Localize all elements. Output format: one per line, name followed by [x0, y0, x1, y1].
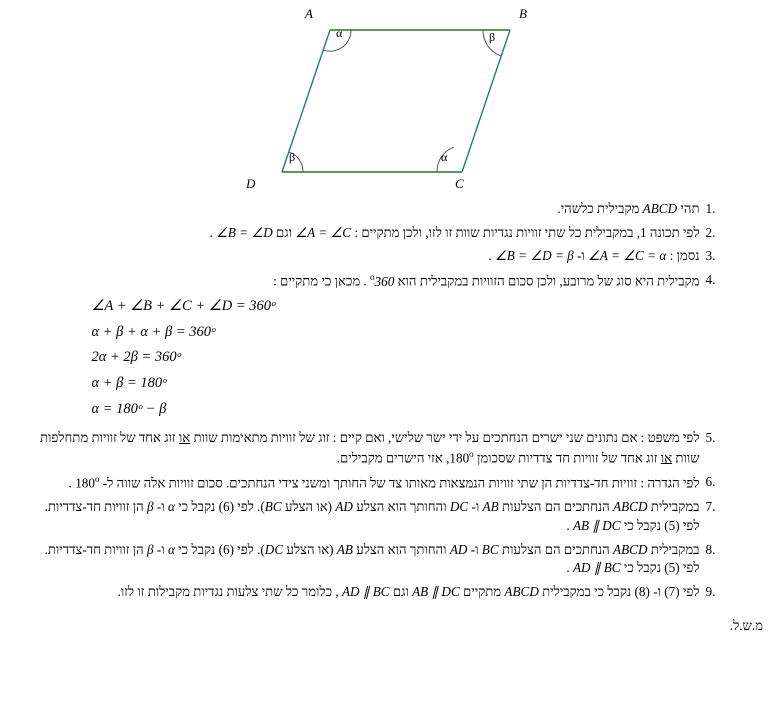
proof-item-number: 6. — [705, 474, 716, 490]
proof-item — [32, 429, 732, 468]
proof-item-text: במקבילית ABCD הנחתכים הם הצלעות AB ו- DC והחותך הוא הצלע AD (או הצלע BC). לפי (6) נקבל כי α ו- β הן זוויות חד-צדדיות. לפי (5) נקבל כי AB ∥ DC . — [44, 499, 700, 533]
proof-item-text: לפי תכונה 1, במקבילית כל שתי זוויות נגדיות שוות זו לזו, ולכן מתקיים : ∠A = ∠C וגם ∠B = ∠D . — [209, 224, 700, 240]
angle-label-A: α — [336, 26, 343, 40]
proof-item-text: נסמן : ∠A = ∠C = α ו- ∠B = ∠D = β . — [488, 248, 700, 264]
proof-item — [32, 247, 732, 266]
proof-item — [32, 224, 732, 243]
proof-item-body — [32, 247, 700, 266]
proof-item — [32, 541, 732, 578]
proof-item-number: 9. — [705, 584, 716, 600]
angle-label-B: β — [489, 30, 496, 44]
math-line: α = 180ᵒ − β — [91, 400, 167, 417]
proof-item-number: 3. — [705, 248, 716, 264]
proof-item-number: 7. — [705, 499, 716, 515]
proof-item-body — [32, 200, 700, 219]
proof-item-body — [32, 429, 700, 468]
side-BC — [462, 30, 510, 172]
proof-item — [32, 271, 732, 424]
proof-item — [32, 498, 732, 535]
vertex-label-B: B — [519, 6, 527, 21]
math-line: ∠A + ∠B + ∠C + ∠D = 360ᵒ — [91, 298, 276, 315]
proof-item-text: מקבילית היא סוג של מרובע, ולכן סכום הזוויות במקבילית הוא 360$^o$ . מכאן כי מתקיים : — [273, 272, 700, 289]
proof-item-text: לפי (7) ו- (8) נקבל כי במקבילית ABCD מתקיים AB ∥ DC וגם AD ∥ BC , כלומר כל שתי צלעות נגדיות מקבילות זו לזו. — [117, 584, 700, 600]
vertex-label-D: D — [246, 176, 256, 191]
proof-item-number: 4. — [705, 272, 716, 288]
proof-item — [32, 200, 732, 219]
parallelogram-svg — [0, 0, 773, 200]
proof-item-body — [32, 224, 700, 243]
proof-item-text: לפי משפט : אם נתונים שני ישרים הנחתכים על ידי ישר שלישי, ואם קיים : זוג של זוויות מתאימות שוות או זוג אחד של זוויות מתחלפות שוות או זוג אחד של זוויות חד צדדיות שסכומן 180$^o$, אזי הישרים מקבילים. — [39, 430, 700, 466]
math-line: α + β + α + β = 360ᵒ — [91, 323, 216, 340]
proof-item-text: לפי הגדרה : זוויות חד-צדדיות הן שתי זוויות הנמצאות מאותו צד של החותך ומשני צידי הנחתכים. סכום זוויות אלה שווה ל- 180$^o$ . — [68, 474, 700, 491]
qed-text: מ.ש.ל. — [729, 617, 763, 633]
math-line: α + β = 180ᵒ — [91, 375, 167, 392]
proof-item-body — [32, 271, 700, 424]
vertex-label-A: A — [305, 6, 313, 21]
math-derivation — [32, 296, 700, 419]
proof-list — [32, 200, 742, 602]
angle-label-C: α — [441, 150, 448, 164]
proof-item-body — [32, 473, 700, 493]
proof-item-text: תהי ABCD מקבילית כלשהי. — [557, 201, 700, 216]
proof-item — [32, 473, 732, 493]
proof-item-body — [32, 498, 700, 535]
vertex-label-C: C — [455, 176, 464, 191]
math-line: 2α + 2β = 360ᵒ — [91, 349, 181, 366]
proof-item-number: 1. — [705, 201, 716, 216]
proof-item — [32, 583, 732, 602]
angle-label-D: β — [289, 150, 296, 164]
proof-item-text: במקבילית ABCD הנחתכים הם הצלעות BC ו- AD והחותך הוא הצלע AB (או הצלע DC). לפי (6) נקבל כי α ו- β הן זוויות חד-צדדיות. לפי (5) נקבל כי AD ∥ BC . — [44, 541, 700, 576]
proof-item-body — [32, 541, 700, 578]
proof-item-number: 5. — [705, 430, 716, 446]
geometry-figure — [0, 0, 773, 200]
proof-item-body — [32, 583, 700, 602]
proof-item-number: 8. — [705, 541, 716, 557]
proof-item-number: 2. — [705, 224, 716, 240]
